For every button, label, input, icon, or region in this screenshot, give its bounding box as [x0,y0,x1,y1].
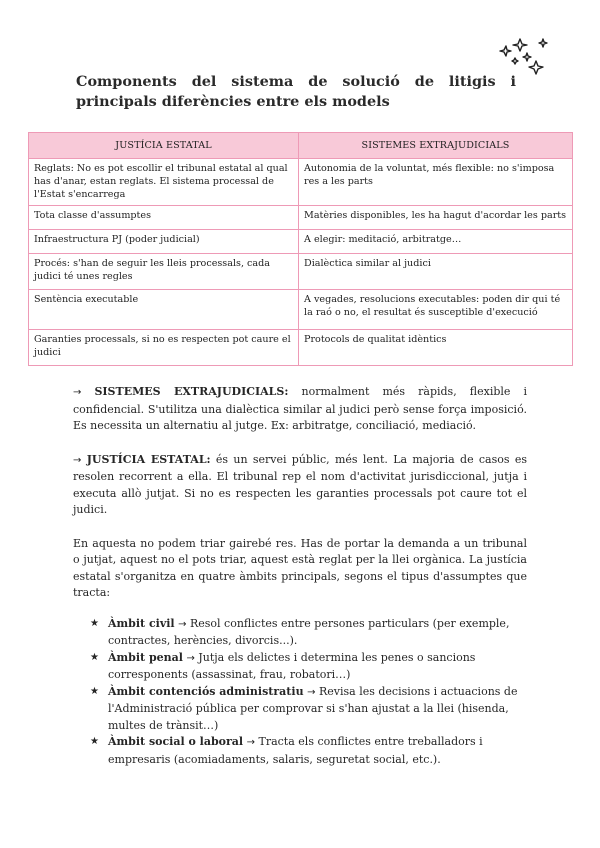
table-row [29,254,573,290]
ambit-title: Àmbit penal [108,650,183,664]
paragraph-intro: En aquesta no podem triar gairebé res. Has de portar la demanda a un tribunal o jutjat, aquest no el pots triar, aquest està reglat per la llei orgànica. La justícia estatal s'organitza en quatre àmbits principals, segons el tipus d'assumptes que tracta: [73,536,527,599]
list-item [73,650,527,684]
table-row [29,230,573,254]
paragraph-estatal [73,452,527,519]
table-row [29,159,573,206]
ambit-text: Revisa les decisions i actuacions de l'Administració pública per comprovar si s'han ajustat a la llei (hisenda, multes de trànsit…) [108,684,518,732]
arrow-icon: → [307,686,316,698]
arrow-icon: → [246,737,255,748]
arrow-icon: → [73,454,82,466]
ambit-text: Jutja els delictes i determina les penes o sancions corresponents (assassinat, frau, robatori…) [108,650,476,681]
table-cell: Dialèctica similar al judici [299,254,573,290]
stars-doodle-icon [498,36,550,76]
list-item [73,616,527,650]
page-title: Components del sistema de solució de litigis i principals diferències entre els models [76,73,516,110]
table-cell: Sentència executable [29,290,299,330]
paragraph-heading: JUSTÍCIA ESTATAL: [86,452,211,466]
ambits-list [73,616,527,769]
table-cell: Matèries disponibles, les ha hagut d'acordar les parts [299,206,573,230]
ambit-text: Resol conflictes entre persones particulars (per exemple, contractes, herències, divorcis...). [108,616,510,647]
star-bullet-icon: ★ [90,651,99,663]
arrow-icon: → [73,387,82,398]
table-header-row [29,133,573,159]
column-header-estatal: JUSTÍCIA ESTATAL [29,133,299,159]
paragraph-extrajudicial [73,384,527,435]
table-row [29,290,573,330]
list-item [73,734,527,768]
arrow-icon: → [178,618,187,630]
table-cell: Infraestructura PJ (poder judicial) [29,230,299,254]
table-cell: A vegades, resolucions executables: poden dir qui té la raó o no, el resultat és susceptible d'execució [299,290,573,330]
column-header-extrajudicial: SISTEMES EXTRAJUDICIALS [299,133,573,159]
table-cell: Tota classe d'assumptes [29,206,299,230]
arrow-icon: → [186,652,195,664]
table-row [29,330,573,366]
table-cell: Autonomia de la voluntat, més flexible: no s'imposa res a les parts [299,159,573,206]
comparison-table [28,132,573,366]
table-row [29,206,573,230]
ambit-title: Àmbit social o laboral [108,735,244,748]
star-bullet-icon: ★ [90,736,99,747]
ambit-text: Tracta els conflictes entre treballadors i empresaris (acomiadaments, salaris, seguretat social, etc.). [108,735,483,766]
paragraph-heading: SISTEMES EXTRAJUDICIALS: [94,385,289,398]
paragraph-text: normalment més ràpids, flexible i confidencial. S'utilitza una dialèctica similar al judici però sense força imposició. Es necessita un alternatiu al jutge. Ex: arbitratge, conciliació, mediació. [73,385,528,432]
table-cell: Protocols de qualitat idèntics [299,330,573,366]
ambit-title: Àmbit civil [108,616,175,630]
list-item [73,684,527,735]
table-cell: Reglats: No es pot escollir el tribunal estatal al qual has d'anar, estan reglats. El sistema processal de l'Estat s'encarrega [29,159,299,206]
table-cell: Procés: s'han de seguir les lleis processals, cada judici té unes regles [29,254,299,290]
body-text [73,384,527,768]
ambit-title: Àmbit contenciós administratiu [108,684,304,698]
star-bullet-icon: ★ [90,685,99,697]
table-cell: Garanties processals, si no es respecten pot caure el judici [29,330,299,366]
table-cell: A elegir: meditació, arbitratge… [299,230,573,254]
star-bullet-icon: ★ [90,617,99,629]
paragraph-text: és un servei públic, més lent. La majoria de casos es resolen recorrent a ella. El tribunal rep el nom d'activitat jurisdiccional, jutja i executa allò jutjat. Si no es respecten les garanties processals pot caure tot el judici. [73,452,527,516]
